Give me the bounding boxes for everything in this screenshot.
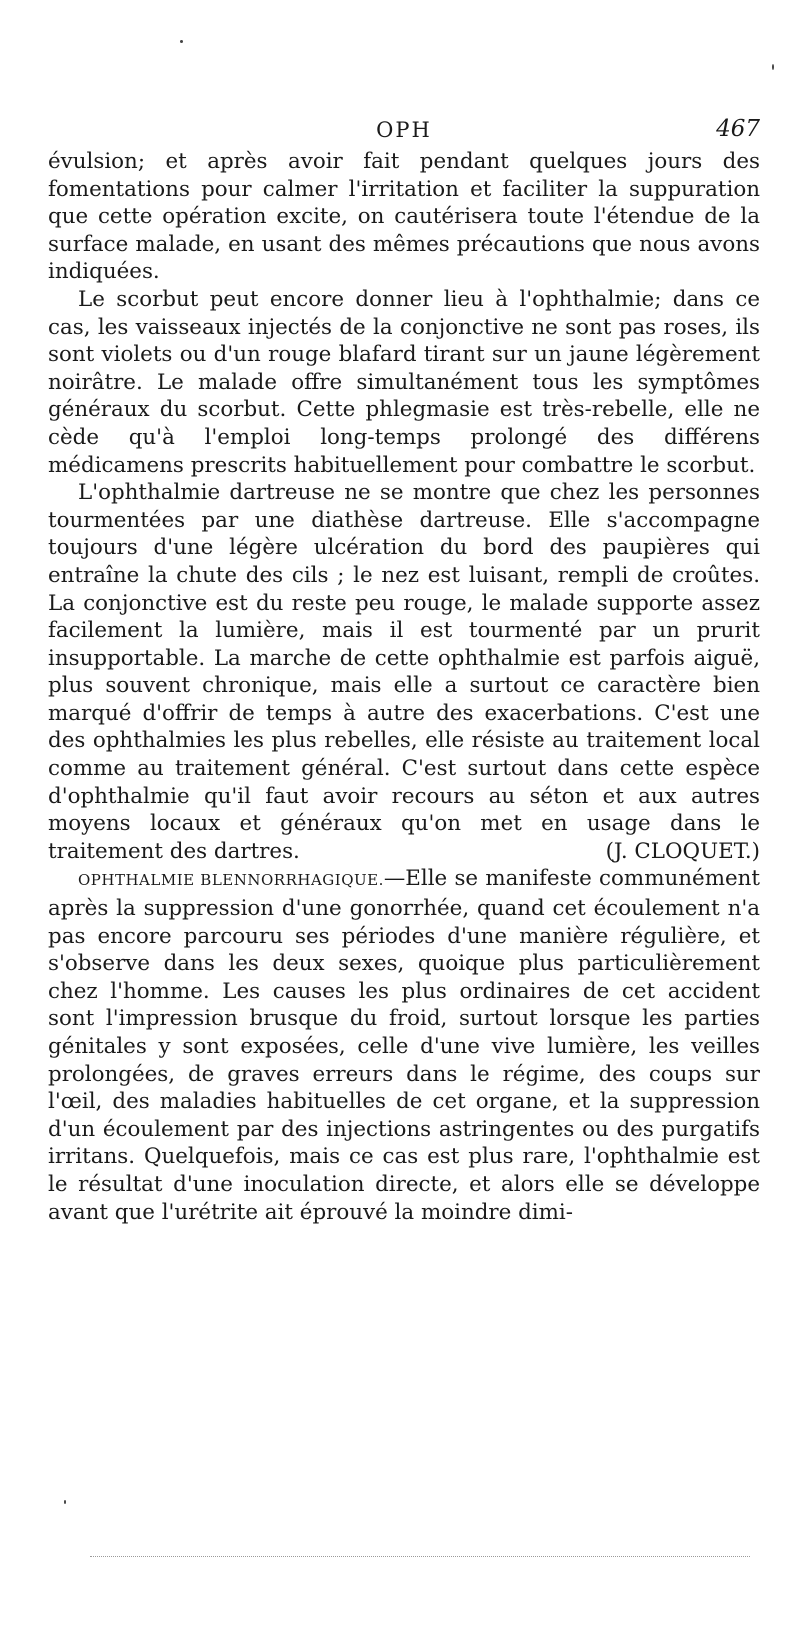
paragraph-dartreuse-text: L'ophthalmie dartreuse ne se montre que chez les personnes tourmentées par une diathèse dartreuse. Elle s'accompagne toujours d'une légère ulcération du bord des paupières qui entraîne la chute des cils ; le nez est luisant, rempli de croûtes. La conjonctive est du reste peu rouge, le malade supporte assez facilement la lumière, mais il est tourmenté par un prurit insupportable. La marche de cette ophthalmie est parfois aiguë, plus souvent chronique, mais elle a surtout ce caractère bien marqué d'offrir de temps à autre des exacerbations. C'est une des ophthalmies les plus rebelles, elle résiste au traitement local comme au traitement général. C'est surtout dans cette espèce d'ophthalmie qu'il faut avoir recours au séton et aux autres moyens locaux et généraux qu'on met en usage dans le traitement des dartres.: [48, 480, 760, 864]
paragraph-blennorrhagique-text: —Elle se manifeste communément après la suppression d'une gonorrhée, quand cet écoulement n'a pas encore parcouru ses périodes d'une manière régulière, et s'observe dans les deux sexes, quoique plus particulièrement chez l'homme. Les causes les plus ordinaires de cet accident sont l'impression brusque du froid, surtout lorsque les parties génitales y sont exposées, celle d'une vive lumière, les veilles prolongées, de graves erreurs dans le régime, des coups sur l'œil, des maladies habituelles de cet organe, et la suppression d'un écoulement par des injections astringentes ou des purgatifs irritans. Quelquefois, mais ce cas est plus rare, l'ophthalmie est le résultat d'une inoculation directe, et alors elle se développe avant que l'urétrite ait éprouvé la moindre dimi-: [48, 866, 761, 1225]
paragraph-scorbut: Le scorbut peut encore donner lieu à l'ophthalmie; dans ce cas, les vaisseaux injectés de la conjonctive ne sont pas roses, ils sont violets ou d'un rouge blafard tirant sur un jaune légèrement noirâtre. Le malade offre simultanément tous les symptômes généraux du scorbut. Cette phlegmasie est très-rebelle, elle ne cède qu'à l'emploi long-temps prolongé des différens médicamens prescrits habituellement pour combattre le scorbut.: [48, 286, 760, 478]
scan-speck: [772, 64, 774, 70]
page-number: 467: [716, 116, 760, 142]
body-text: [48, 148, 760, 1226]
section-heading: OPHTHALMIE BLENNORRHAGIQUE.: [78, 871, 384, 890]
scan-speck: [180, 40, 183, 43]
paragraph-blennorrhagique: [48, 865, 760, 1226]
paragraph-continuation: évulsion; et après avoir fait pendant quelques jours des fomentations pour calmer l'irritation et faciliter la suppuration que cette opération excite, on cautérisera toute l'étendue de la surface malade, en usant des mêmes précautions que nous avons indiquées.: [48, 149, 760, 285]
scan-speck: [64, 1500, 66, 1504]
paragraph-dartreuse: [48, 479, 760, 865]
running-head: OPH: [376, 118, 432, 142]
author-signature: (J. CLOQUET.): [605, 838, 760, 864]
page-header: [48, 118, 760, 148]
footer-rule: [90, 1556, 750, 1557]
